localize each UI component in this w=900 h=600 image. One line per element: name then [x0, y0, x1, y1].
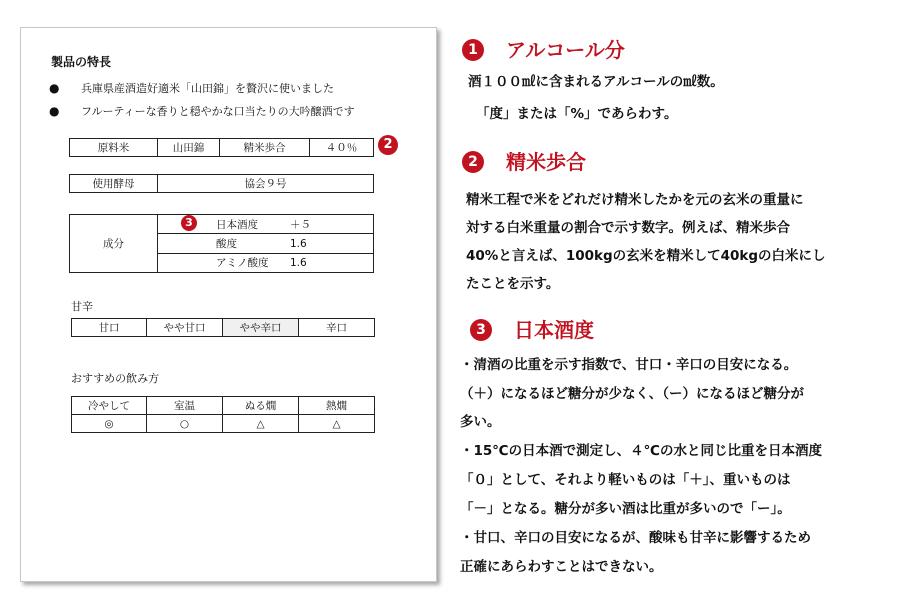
taste-slightly-dry: やや辛口	[223, 319, 299, 337]
component-row	[158, 253, 374, 272]
serving-table	[71, 396, 375, 433]
serving-header: 熱燗	[299, 397, 375, 415]
body-line: 精米工程で米をどれだけ精米したかを元の玄米の重量に	[466, 192, 804, 208]
marker-3-icon: 3	[181, 215, 197, 231]
components-table	[69, 214, 374, 273]
body-line: 40%と言えば、100kgの玄米を精米して40kgの白米にし	[466, 248, 826, 264]
yeast-value: 協会９号	[158, 175, 374, 193]
polish-value: ４０％	[310, 139, 374, 157]
component-name: アミノ酸度	[216, 257, 269, 270]
bullet-item	[49, 80, 334, 96]
body-line: 対する白米重量の割合で示す数字。例えば、精米歩合	[466, 220, 790, 236]
body-line: 「度」または「%」であらわす。	[476, 106, 678, 122]
body-line: ・甘口、辛口の目安になるが、酸味も甘辛に影響するため	[460, 530, 811, 546]
yeast-table	[69, 174, 374, 193]
marker-1-icon: 1	[462, 39, 484, 61]
body-line: ・清酒の比重を示す指数で、甘口・辛口の目安になる。	[460, 357, 798, 373]
sheet-title: 製品の特長	[51, 55, 112, 69]
taste-label: 甘辛	[71, 300, 93, 313]
marker-2-icon: 2	[462, 151, 484, 173]
serving-mark: △	[299, 415, 375, 433]
heading-text: アルコール分	[506, 38, 625, 62]
serving-header: 冷やして	[72, 397, 147, 415]
bullet-item	[49, 103, 355, 119]
taste-dry: 辛口	[299, 319, 375, 337]
body-line: 正確にあらわすことはできない。	[460, 559, 663, 575]
serving-header: 室温	[147, 397, 223, 415]
body-line: 多い。	[460, 414, 501, 430]
body-line: 「－」となる。糖分が多い酒は比重が多いので「ー」。	[460, 501, 791, 517]
body-line: 「０」として、それより軽いものは「＋」、重いものは	[460, 472, 791, 488]
taste-sweet: 甘口	[72, 319, 147, 337]
section-heading-sake-meter	[470, 314, 594, 343]
polish-label: 精米歩合	[220, 139, 310, 157]
body-line: たことを示す。	[466, 276, 560, 292]
taste-slightly-sweet: やや甘口	[147, 319, 223, 337]
heading-text: 日本酒度	[514, 318, 594, 342]
body-line: ・15℃の日本酒で測定し、４℃の水と同じ比重を日本酒度	[460, 443, 822, 459]
section-heading-alcohol	[462, 34, 625, 63]
serving-mark: △	[223, 415, 299, 433]
bullet-dot-icon: ●	[49, 104, 60, 118]
marker-3-icon: 3	[470, 319, 492, 341]
yeast-label: 使用酵母	[70, 175, 158, 193]
rice-variety: 山田錦	[158, 139, 220, 157]
serving-header: ぬる燗	[223, 397, 299, 415]
bullet-text: フルーティーな香りと穏やかな口当たりの大吟醸酒です	[81, 105, 355, 118]
serving-mark: ○	[147, 415, 223, 433]
section-heading-polish	[462, 146, 586, 175]
bullet-dot-icon: ●	[49, 81, 60, 95]
body-line: 酒１００㎖に含まれるアルコールの㎖数。	[468, 74, 724, 90]
component-name: 日本酒度	[216, 218, 258, 231]
marker-2-icon: 2	[378, 135, 398, 155]
rice-label: 原料米	[70, 139, 158, 157]
rice-table	[69, 138, 374, 157]
component-value: ＋５	[290, 218, 311, 231]
bullet-text: 兵庫県産酒造好適米「山田錦」を贅沢に使いました	[81, 82, 334, 95]
components-label: 成分	[70, 215, 158, 273]
product-sheet	[20, 27, 437, 582]
drink-label: おすすめの飲み方	[71, 372, 160, 385]
taste-scale	[71, 318, 375, 337]
heading-text: 精米歩合	[506, 150, 586, 174]
component-value: 1.6	[290, 237, 307, 250]
body-line: （＋）になるほど糖分が少なく、（ー）になるほど糖分が	[460, 386, 804, 402]
component-row	[158, 234, 374, 253]
component-name: 酸度	[216, 237, 237, 250]
serving-mark: ◎	[72, 415, 147, 433]
component-value: 1.6	[290, 257, 307, 270]
